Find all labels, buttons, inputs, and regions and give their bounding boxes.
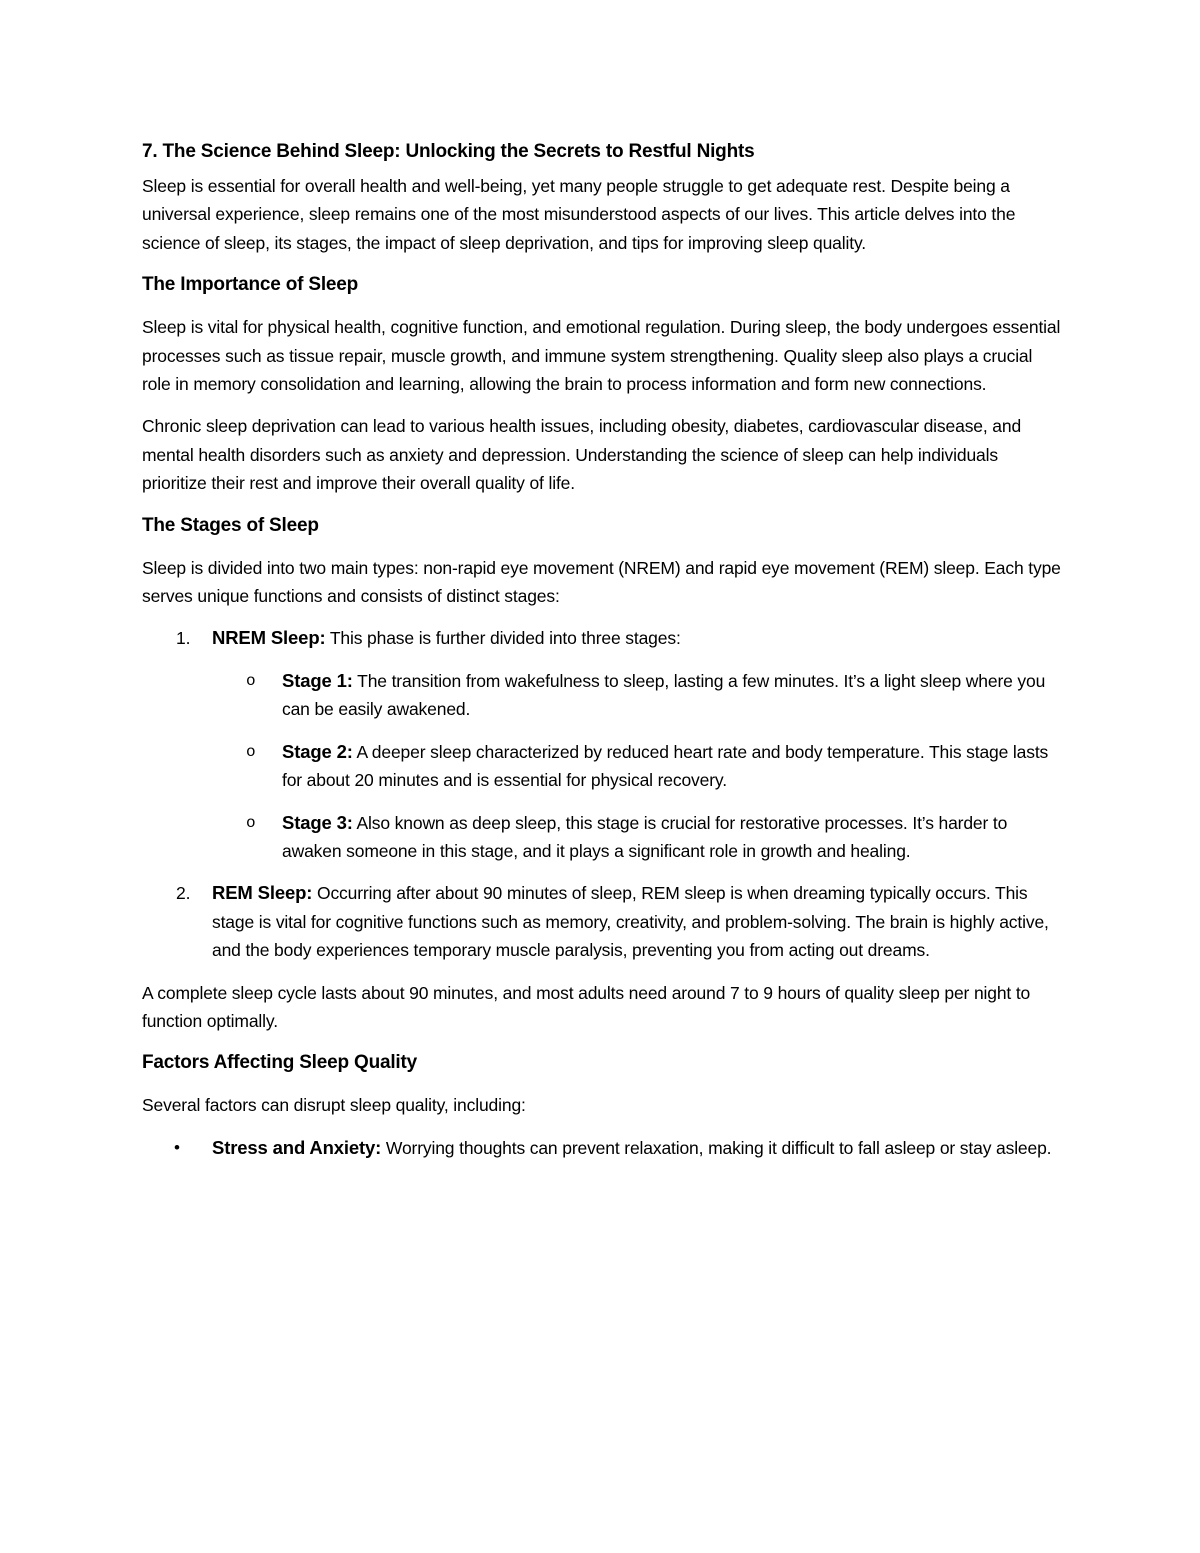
circle-bullet-icon: o: [246, 671, 256, 690]
list-item-stage-2: [212, 738, 1062, 795]
list-item-stress: [142, 1134, 1062, 1162]
factors-bullet-list: [142, 1134, 1062, 1162]
circle-bullet-icon: o: [246, 813, 256, 832]
list-item-text: Also known as deep sleep, this stage is crucial for restorative processes. It’s harder to awaken someone in this stage, and it plays a significant role in growth and healing.: [282, 812, 1008, 861]
importance-paragraph-2: Chronic sleep deprivation can lead to various health issues, including obesity, diabetes, cardiovascular disease, and mental health disorders such as anxiety and depression. Understanding the science of sleep can help individuals prioritize their rest and improve their overall quality of life.: [142, 416, 1022, 494]
list-item-term: Stage 3:: [282, 811, 353, 833]
circle-bullet-icon: o: [246, 742, 256, 761]
section-heading-factors: Factors Affecting Sleep Quality: [142, 1052, 417, 1074]
importance-paragraph-1: Sleep is vital for physical health, cognitive function, and emotional regulation. During sleep, the body undergoes essential processes such as tissue repair, muscle growth, and immune system strengthening. Quality sleep also plays a crucial role in memory consolidation and learning, allowing the brain to process information and form new connections.: [142, 317, 1061, 395]
list-number: 1.: [176, 628, 191, 649]
list-item-term: NREM Sleep:: [212, 627, 326, 649]
list-item-nrem: [142, 624, 1062, 865]
nrem-stage-list: [212, 667, 1062, 865]
list-item-term: Stage 1:: [282, 669, 353, 691]
intro-paragraph: Sleep is essential for overall health and well-being, yet many people struggle to get adequate rest. Despite being a universal experience, sleep remains one of the most misunderstood aspects of our lives. This article delves into the science of sleep, its stages, the impact of sleep deprivation, and tips for improving sleep quality.: [142, 176, 1016, 253]
list-item-rem: [142, 879, 1062, 964]
list-item-stage-3: [212, 809, 1062, 866]
factors-intro-paragraph: Several factors can disrupt sleep quality, including:: [142, 1095, 526, 1116]
list-item-term: Stress and Anxiety:: [212, 1136, 382, 1158]
list-item-text: Worrying thoughts can prevent relaxation, making it difficult to fall asleep or stay asleep.: [381, 1137, 1052, 1158]
list-item-text: A deeper sleep characterized by reduced heart rate and body temperature. This stage lasts for about 20 minutes and is essential for physical recovery.: [282, 741, 1049, 791]
bullet-icon: •: [174, 1137, 180, 1157]
section-heading-importance: The Importance of Sleep: [142, 274, 359, 296]
stages-numbered-list: [142, 624, 1062, 964]
document-title: 7. The Science Behind Sleep: Unlocking the Secrets to Restful Nights: [142, 141, 755, 162]
document-body: [142, 138, 1062, 1162]
list-item-stage-1: [212, 667, 1062, 724]
list-item-text: This phase is further divided into three stages:: [325, 628, 681, 649]
stages-intro-paragraph: Sleep is divided into two main types: non-rapid eye movement (NREM) and rapid eye movement (REM) sleep. Each type serves unique functions and consists of distinct stages:: [142, 557, 1061, 607]
list-item-term: Stage 2:: [282, 740, 353, 762]
list-item-text: Occurring after about 90 minutes of sleep, REM sleep is when dreaming typically occurs. This stage is vital for cognitive functions such as memory, creativity, and problem-solving. The brain is highly active, and the body experiences temporary muscle paralysis, preventing you from acting out dreams.: [212, 883, 1049, 961]
stages-outro-paragraph: A complete sleep cycle lasts about 90 minutes, and most adults need around 7 to 9 hours of quality sleep per night to function optimally.: [142, 982, 1031, 1031]
list-number: 2.: [176, 883, 191, 904]
list-item-text: The transition from wakefulness to sleep, lasting a few minutes. It’s a light sleep where you can be easily awakened.: [282, 670, 1046, 720]
list-item-term: REM Sleep:: [212, 882, 313, 904]
section-heading-stages: The Stages of Sleep: [142, 514, 319, 536]
